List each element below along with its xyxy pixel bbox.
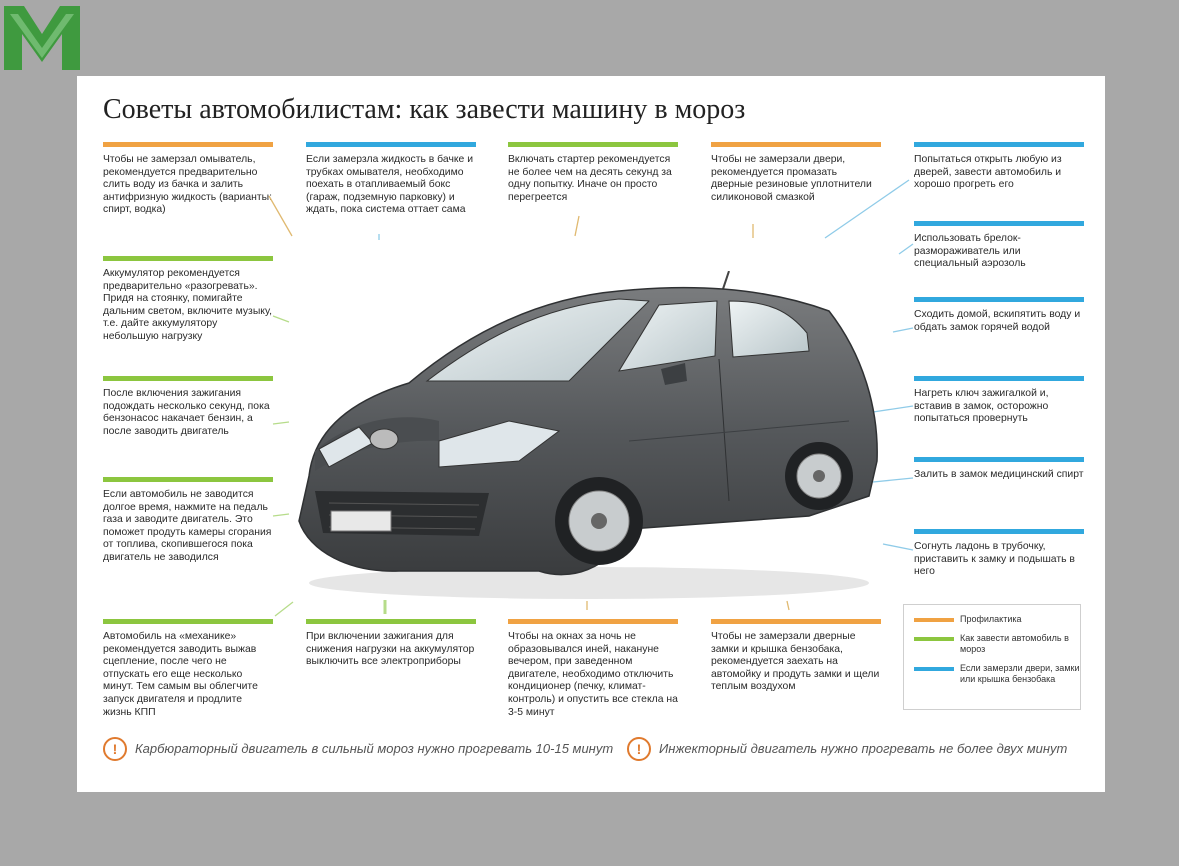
tip-gas-pedal: Если автомобиль не заводится долгое время, нажмите на педаль газа и заводите двигатель. Это поможет продуть камеры сгорания от топлива, скопившегося пока двигатель не заводился (103, 477, 273, 565)
tip-windows-frost: Чтобы на окнах за ночь не образовывался иней, накануне вечером, при заведенном двигателе, необходимо отключить кондиционер (печку, климат-контроль) и опустить все стекла на 3-5 минут (508, 619, 678, 719)
tip-door-seals: Чтобы не замерзали двери, рекомендуется промазать дверные резиновые уплотнители силиконовой смазкой (711, 142, 881, 204)
tip-electric-devices: При включении зажигания для снижения нагрузки на аккумулятор выключить все электроприборы (306, 619, 476, 669)
tip-alcohol: Залить в замок медицинский спирт (914, 457, 1084, 482)
tip-hot-water: Сходить домой, вскипятить воду и обдать замок горячей водой (914, 297, 1084, 334)
tip-washer-frozen: Если замерзла жидкость в бачке и трубках омывателя, необходимо поехать в отапливаемый бокс (гараж, подземную парковку) и ждать, пока система оттает сама (306, 142, 476, 217)
logo-icon (4, 4, 80, 72)
legend: Профилактика Как завести автомобиль в мороз Если замерзли двери, замки или крышка бензобака (903, 604, 1081, 710)
tip-locks-car-wash: Чтобы не замерзали дверные замки и крышка бензобака, рекомендуется заехать на автомойку и продуть замки и щели теплым воздухом (711, 619, 881, 694)
page-title: Советы автомобилистам: как завести машину в мороз (103, 94, 746, 125)
tip-fuel-pump: После включения зажигания подождать несколько секунд, пока бензонасос накачает бензин, а после заводить двигатель (103, 376, 273, 438)
tip-breathe: Согнуть ладонь в трубочку, приставить к замку и подышать в него (914, 529, 1084, 579)
warning-icon: ! (627, 737, 651, 761)
tip-defroster: Использовать брелок-размораживатель или специальный аэрозоль (914, 221, 1084, 271)
tip-manual-gearbox: Автомобиль на «механике» рекомендуется заводить выжав сцепление, после чего не отпускать его еще несколько минут. Тем самым вы облегчите запуск двигателя и продлите жизнь КПП (103, 619, 273, 719)
tip-heat-key: Нагреть ключ зажигалкой и, вставив в замок, осторожно попытаться провернуть (914, 376, 1084, 426)
tip-battery: Аккумулятор рекомендуется предварительно «разогревать». Придя на стоянку, помигайте дальним светом, включите музыку, т.е. дайте аккумулятору небольшую нагрузку (103, 256, 273, 344)
warning-icon: ! (103, 737, 127, 761)
tip-washer-prevention: Чтобы не замерзал омыватель, рекомендуется предварительно слить воду из бачка и залить антифризную жидкость (варианты: спирт, водка) (103, 142, 273, 217)
infographic-sheet: Советы автомобилистам: как завести машину в мороз Чтобы не замерзал омыватель, рекомендуется предварительно слить воду из бачка и залить антифризную жидкость (варианты: спирт, водка) Если замерзла жидкость в бачке и трубках омывателя, необходимо поехать в отапливаемый бокс (гараж, подземную парковку) и ждать, пока система оттает сама Включать стартер рекомендуется не более чем на десять секунд за одну попытку. Иначе он просто перегреется Чтобы не замерзали двери, рекомендуется промазать дверные резиновые уплотнители силиконовой смазкой Аккумулятор рекомендуется предварительно «разогревать». Придя на стоянку, помигайте дальним светом, включите музыку, т.е. дайте аккумулятору небольшую нагрузку После включения зажигания подождать несколько секунд, пока бензонасос накачает бензин, а после заводить двигатель Если автомобиль не заводится долгое время, нажмите на педаль газа и заводите двигатель. Это поможет продуть камеры сгорания от топлива, скопившегося пока двигатель не заводился Попытаться открыть любую из дверей, завести автомобиль и хорошо прогреть его Использовать брелок-размораживатель или специальный аэрозоль Сходить домой, вскипятить воду и обдать замок горячей водой Нагреть ключ зажигалкой и, вставив в замок, осторожно попытаться провернуть Залить в замок медицинский спирт Согнуть ладонь в трубочку, приставить к замку и подышать в него Автомобиль на «механике» рекомендуется заводить выжав сцепление, после чего не отпускать его еще несколько минут. Тем самым вы облегчите запуск двигателя и продлите жизнь КПП При включении зажигания для снижения нагрузки на аккумулятор выключить все электроприборы Чтобы на окнах за ночь не образовывался иней, накануне вечером, при заведенном двигателе, необходимо отключить кондиционер (печку, климат-контроль) и опустить все стекла на 3-5 минут Чтобы не замерзали дверные замки и крышка бензобака, рекомендуется заехать на автомойку и продуть замки и щели теплым воздухом Профилактика Как завести автомобиль в мороз Если замерзли двери, замки или крышка бензобака ! Карбюраторный двигатель в сильный мороз нужно прогревать 10-15 минут ! Инжекторный двигатель нужно прогревать не более двух минут (77, 76, 1105, 792)
tip-starter: Включать стартер рекомендуется не более чем на десять секунд за одну попытку. Иначе он просто перегреется (508, 142, 678, 204)
tip-open-door: Попытаться открыть любую из дверей, завести автомобиль и хорошо прогреть его (914, 142, 1084, 192)
car-illustration (289, 271, 889, 601)
